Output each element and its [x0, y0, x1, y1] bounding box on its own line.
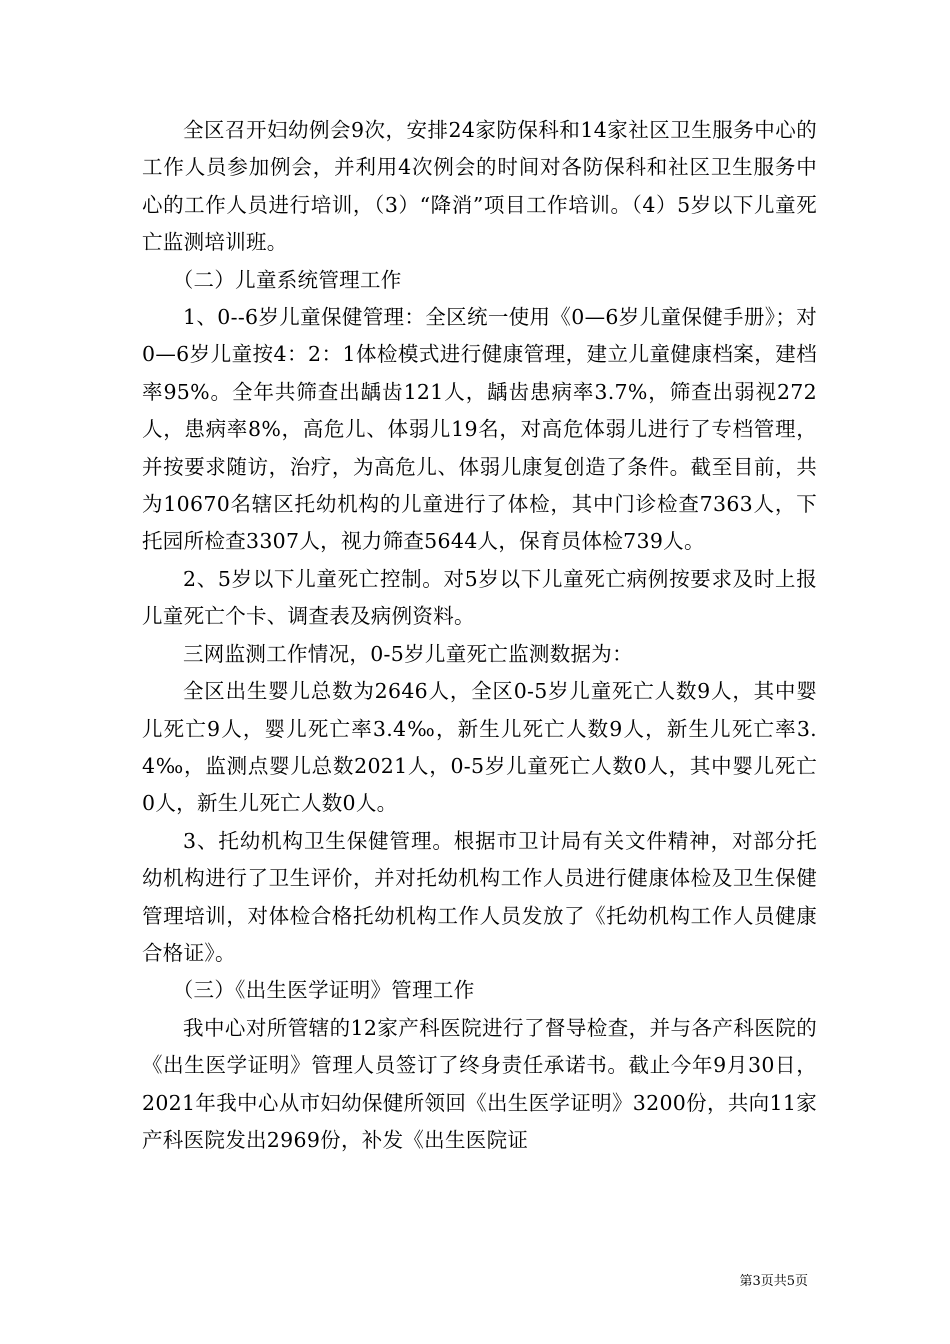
document-body [142, 112, 817, 1159]
section-heading-child-management: （二）儿童系统管理工作 [172, 267, 402, 292]
section-heading-birth-certificate: （三）《出生医学证明》管理工作 [172, 978, 475, 1003]
paragraph-monitoring-data: 全区出生婴儿总数为2646人，全区0-5岁儿童死亡人数9人，其中婴儿死亡9人，婴儿死亡率3.4‰，新生儿死亡人数9人，新生儿死亡率3.4‰，监测点婴儿总数2021人，0-5岁儿童死亡人数0人，其中婴儿死亡0人，新生儿死亡人数0人。 [142, 679, 817, 816]
paragraph-birth-certificate: 我中心对所管辖的12家产科医院进行了督导检查，并与各产科医院的《出生医学证明》管理人员签订了终身责任承诺书。截止今年9月30日，2021年我中心从市妇幼保健所领回《出生医学证明》3200份，共向11家产科医院发出2969份，补发《出生医院证 [142, 1015, 817, 1152]
page-number: 第3页共5页 [739, 1274, 808, 1289]
paragraph-child-health: 1、0--6岁儿童保健管理：全区统一使用《0—6岁儿童保健手册》；对0—6岁儿童按4：2：1体检模式进行健康管理，建立儿童健康档案，建档率95%。全年共筛查出龋齿121人，龋齿患病率3.7%，筛查出弱视272人，患病率8%，高危儿、体弱儿19名，对高危体弱儿进行了专档管理，并按要求随访，治疗，为高危儿、体弱儿康复创造了条件。截至目前，共为10670名辖区托幼机构的儿童进行了体检，其中门诊检查7363人，下托园所检查3307人，视力筛查5644人，保育员体检739人。 [142, 305, 817, 554]
paragraph-training: 全区召开妇幼例会9次，安排24家防保科和14家社区卫生服务中心的工作人员参加例会，并利用4次例会的时间对各防保科和社区卫生服务中心的工作人员进行培训，（3）“降消”项目工作培训。（4）5岁以下儿童死亡监测培训班。 [142, 118, 817, 255]
paragraph-monitoring-intro: 三网监测工作情况，0-5岁儿童死亡监测数据为： [183, 641, 633, 666]
paragraph-nursery-health: 3、托幼机构卫生保健管理。根据市卫计局有关文件精神，对部分托幼机构进行了卫生评价，并对托幼机构工作人员进行健康体检及卫生保健管理培训，对体检合格托幼机构工作人员发放了《托幼机构工作人员健康合格证》。 [142, 828, 817, 965]
paragraph-child-death-control: 2、5岁以下儿童死亡控制。对5岁以下儿童死亡病例按要求及时上报儿童死亡个卡、调查表及病例资料。 [142, 566, 817, 629]
